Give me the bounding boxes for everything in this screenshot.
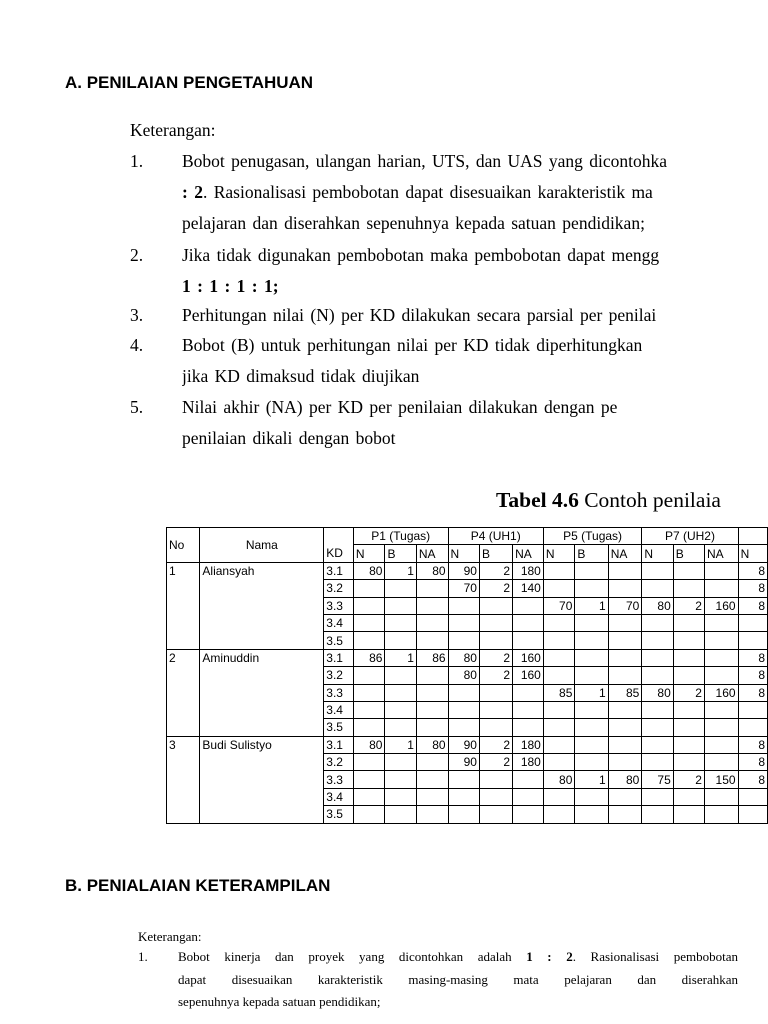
value-cell <box>479 684 512 701</box>
value-cell <box>448 719 479 736</box>
student-no: 2 <box>167 649 200 736</box>
value-cell <box>416 667 448 684</box>
text-line <box>178 946 738 969</box>
value-cell <box>575 719 608 736</box>
header-sub: B <box>575 545 608 562</box>
header-group: P4 (UH1) <box>448 528 543 545</box>
value-cell <box>673 614 704 631</box>
value-cell <box>479 788 512 805</box>
value-cell <box>353 684 385 701</box>
value-cell <box>608 736 642 753</box>
kd-cell: 3.2 <box>324 754 354 771</box>
value-cell <box>608 788 642 805</box>
text-run: jika KD dimaksud tidak diujikan <box>182 366 420 386</box>
value-cell <box>385 684 416 701</box>
value-cell: 80 <box>642 684 673 701</box>
value-cell <box>353 719 385 736</box>
value-cell: 180 <box>513 754 544 771</box>
value-cell <box>353 771 385 788</box>
header-sub: NA <box>513 545 544 562</box>
bold-text: : 2 <box>182 182 203 202</box>
value-cell <box>543 632 575 649</box>
value-cell-cut <box>738 788 767 805</box>
value-cell: 160 <box>704 684 738 701</box>
value-cell <box>416 580 448 597</box>
value-cell <box>543 580 575 597</box>
kd-cell: 3.5 <box>324 632 354 649</box>
value-cell <box>543 562 575 579</box>
value-cell-cut <box>738 806 767 823</box>
value-cell <box>479 771 512 788</box>
kd-cell: 3.1 <box>324 562 354 579</box>
text-line <box>178 969 738 992</box>
value-cell <box>479 701 512 718</box>
header-kd: KD <box>324 545 354 562</box>
student-no: 1 <box>167 562 200 649</box>
value-cell <box>385 788 416 805</box>
value-cell <box>543 614 575 631</box>
value-cell <box>673 719 704 736</box>
value-cell-cut <box>738 719 767 736</box>
value-cell-cut <box>738 614 767 631</box>
value-cell <box>448 788 479 805</box>
value-cell <box>385 597 416 614</box>
header-nama: Nama <box>200 528 324 563</box>
value-cell <box>642 719 673 736</box>
value-cell <box>543 754 575 771</box>
value-cell <box>513 719 544 736</box>
value-cell <box>513 684 544 701</box>
text-run: pelajaran dan diserahkan sepenuhnya kepada satuan pendidikan; <box>182 213 645 233</box>
value-cell: 80 <box>448 649 479 666</box>
value-cell <box>543 736 575 753</box>
header-sub: N <box>448 545 479 562</box>
value-cell <box>416 771 448 788</box>
kd-cell: 3.5 <box>324 806 354 823</box>
text-run: Perhitungan nilai (N) per KD dilakukan secara parsial per penilai <box>182 305 657 325</box>
table-title-number: Tabel 4.6 <box>496 488 579 512</box>
item-text <box>182 240 768 302</box>
value-cell <box>673 632 704 649</box>
value-cell <box>704 736 738 753</box>
kd-cell: 3.4 <box>324 614 354 631</box>
value-cell <box>608 806 642 823</box>
value-cell <box>416 719 448 736</box>
value-cell <box>673 754 704 771</box>
value-cell-cut: 8 <box>738 736 767 753</box>
value-cell <box>353 806 385 823</box>
text-line <box>182 330 768 361</box>
value-cell <box>575 667 608 684</box>
text-line <box>182 240 768 271</box>
value-cell: 1 <box>575 597 608 614</box>
value-cell <box>543 806 575 823</box>
header-sub: B <box>673 545 704 562</box>
value-cell <box>448 597 479 614</box>
text-run: Bobot (B) untuk perhitungan nilai per KD tidak diperhitungkan <box>182 335 643 355</box>
value-cell: 160 <box>513 649 544 666</box>
value-cell <box>353 754 385 771</box>
kd-cell: 3.2 <box>324 667 354 684</box>
value-cell <box>416 806 448 823</box>
value-cell: 80 <box>416 736 448 753</box>
table-row <box>167 562 768 579</box>
text-line <box>182 423 768 454</box>
value-cell <box>642 632 673 649</box>
value-cell <box>385 667 416 684</box>
value-cell <box>479 632 512 649</box>
kd-cell: 3.3 <box>324 771 354 788</box>
value-cell-cut <box>738 701 767 718</box>
value-cell <box>513 632 544 649</box>
header-sub: NA <box>608 545 642 562</box>
value-cell-cut <box>738 632 767 649</box>
value-cell-cut: 8 <box>738 562 767 579</box>
value-cell <box>513 701 544 718</box>
text-line <box>182 146 768 177</box>
value-cell <box>673 788 704 805</box>
value-cell-cut: 8 <box>738 684 767 701</box>
text-line <box>182 392 768 423</box>
header-no: No <box>167 528 200 563</box>
bold-text: 1 : 2 <box>526 949 573 964</box>
value-cell <box>416 701 448 718</box>
header-cut <box>738 528 767 545</box>
header-group: P7 (UH2) <box>642 528 738 545</box>
header-sub: N <box>642 545 673 562</box>
value-cell <box>479 614 512 631</box>
value-cell <box>673 580 704 597</box>
kd-cell: 3.5 <box>324 719 354 736</box>
kd-cell: 3.3 <box>324 597 354 614</box>
value-cell <box>608 701 642 718</box>
value-cell <box>673 806 704 823</box>
value-cell <box>479 806 512 823</box>
value-cell <box>543 788 575 805</box>
value-cell <box>575 806 608 823</box>
value-cell: 2 <box>479 562 512 579</box>
value-cell: 70 <box>543 597 575 614</box>
value-cell <box>704 614 738 631</box>
value-cell <box>704 701 738 718</box>
value-cell <box>448 771 479 788</box>
keterangan-label: Keterangan: <box>130 120 216 140</box>
item-text <box>182 300 768 331</box>
value-cell <box>353 632 385 649</box>
value-cell <box>479 597 512 614</box>
value-cell <box>642 788 673 805</box>
value-cell <box>353 597 385 614</box>
value-cell <box>385 719 416 736</box>
header-sub: N <box>738 545 767 562</box>
value-cell <box>448 614 479 631</box>
value-cell <box>543 719 575 736</box>
value-cell <box>513 597 544 614</box>
value-cell <box>416 597 448 614</box>
value-cell <box>385 771 416 788</box>
value-cell: 80 <box>353 562 385 579</box>
value-cell <box>416 632 448 649</box>
value-cell <box>575 580 608 597</box>
value-cell <box>513 788 544 805</box>
value-cell <box>353 701 385 718</box>
header-sub: NA <box>704 545 738 562</box>
item-text <box>182 146 768 239</box>
value-cell <box>673 736 704 753</box>
value-cell: 85 <box>608 684 642 701</box>
value-cell <box>642 754 673 771</box>
value-cell-cut: 8 <box>738 597 767 614</box>
kd-cell: 3.1 <box>324 736 354 753</box>
value-cell <box>673 649 704 666</box>
table-title <box>496 488 721 513</box>
value-cell <box>353 580 385 597</box>
value-cell <box>448 684 479 701</box>
header-sub: B <box>385 545 416 562</box>
value-cell <box>385 701 416 718</box>
value-cell: 2 <box>673 597 704 614</box>
table-row <box>167 649 768 666</box>
value-cell <box>704 562 738 579</box>
value-cell <box>642 649 673 666</box>
value-cell: 80 <box>543 771 575 788</box>
item-text <box>178 946 738 1014</box>
value-cell <box>608 562 642 579</box>
value-cell: 180 <box>513 562 544 579</box>
bold-text: 1 : 1 : 1 : 1; <box>182 276 279 296</box>
value-cell: 160 <box>513 667 544 684</box>
text-run: dapat disesuaikan karakteristik masing-masing mata pelajaran dan diserahkan <box>178 971 738 987</box>
header-sub: N <box>353 545 385 562</box>
value-cell: 140 <box>513 580 544 597</box>
kd-cell: 3.2 <box>324 580 354 597</box>
value-cell <box>353 614 385 631</box>
value-cell-cut: 8 <box>738 580 767 597</box>
value-cell <box>673 562 704 579</box>
value-cell <box>642 701 673 718</box>
value-cell: 2 <box>479 649 512 666</box>
value-cell: 70 <box>448 580 479 597</box>
value-cell <box>642 562 673 579</box>
value-cell <box>575 788 608 805</box>
header-group: P5 (Tugas) <box>543 528 641 545</box>
value-cell <box>575 754 608 771</box>
value-cell-cut: 8 <box>738 771 767 788</box>
value-cell <box>448 632 479 649</box>
value-cell-cut: 8 <box>738 649 767 666</box>
value-cell: 75 <box>642 771 673 788</box>
kd-cell: 3.3 <box>324 684 354 701</box>
value-cell: 2 <box>673 684 704 701</box>
value-cell <box>642 736 673 753</box>
item-number: 3. <box>130 305 144 325</box>
value-cell-cut: 8 <box>738 754 767 771</box>
value-cell: 80 <box>353 736 385 753</box>
text-run: . Rasionalisasi pembobotan dapat disesuaikan karakteristik ma <box>202 182 653 202</box>
value-cell: 2 <box>479 580 512 597</box>
text-run: . Rasionalisasi pembobotan <box>572 949 738 964</box>
student-no: 3 <box>167 736 200 823</box>
value-cell <box>704 719 738 736</box>
text-run: Nilai akhir (NA) per KD per penilaian dilakukan dengan pe <box>182 397 618 417</box>
item-number: 2. <box>130 245 144 265</box>
value-cell <box>642 580 673 597</box>
value-cell <box>385 580 416 597</box>
value-cell <box>385 614 416 631</box>
value-cell <box>608 614 642 631</box>
value-cell <box>704 667 738 684</box>
value-cell <box>416 614 448 631</box>
value-cell <box>543 667 575 684</box>
text-line <box>182 361 768 392</box>
kd-cell: 3.4 <box>324 788 354 805</box>
value-cell <box>385 754 416 771</box>
value-cell: 1 <box>385 562 416 579</box>
item-number: 1. <box>138 949 148 964</box>
value-cell <box>704 806 738 823</box>
value-cell: 85 <box>543 684 575 701</box>
item-text <box>182 392 768 454</box>
table-header-row <box>167 528 768 545</box>
value-cell <box>416 788 448 805</box>
value-cell <box>575 632 608 649</box>
value-cell: 90 <box>448 562 479 579</box>
value-cell <box>575 649 608 666</box>
text-run: Bobot penugasan, ulangan harian, UTS, dan UAS yang dicontohka <box>182 151 668 171</box>
value-cell: 2 <box>479 754 512 771</box>
grade-table-wrapper <box>166 527 768 840</box>
value-cell <box>575 736 608 753</box>
value-cell <box>513 806 544 823</box>
value-cell: 1 <box>385 736 416 753</box>
section-a-heading: A. PENILAIAN PENGETAHUAN <box>65 73 314 92</box>
value-cell: 1 <box>575 771 608 788</box>
value-cell <box>353 667 385 684</box>
value-cell <box>385 806 416 823</box>
value-cell: 2 <box>479 736 512 753</box>
value-cell: 2 <box>479 667 512 684</box>
value-cell <box>385 632 416 649</box>
value-cell <box>704 632 738 649</box>
value-cell: 1 <box>385 649 416 666</box>
value-cell <box>575 701 608 718</box>
value-cell <box>608 719 642 736</box>
student-name: Aminuddin <box>200 649 324 736</box>
value-cell <box>513 614 544 631</box>
header-sub: B <box>479 545 512 562</box>
value-cell <box>575 562 608 579</box>
value-cell <box>543 649 575 666</box>
table-title-text: Contoh penilaia <box>578 488 721 512</box>
value-cell: 180 <box>513 736 544 753</box>
keterangan-b-label: Keterangan: <box>138 929 202 944</box>
kd-cell: 3.1 <box>324 649 354 666</box>
value-cell: 80 <box>642 597 673 614</box>
value-cell: 1 <box>575 684 608 701</box>
value-cell: 80 <box>608 771 642 788</box>
header-sub: NA <box>416 545 448 562</box>
kd-cell: 3.4 <box>324 701 354 718</box>
text-run: Bobot kinerja dan proyek yang dicontohkan adalah <box>178 949 527 964</box>
text-run: sepenuhnya kepada satuan pendidikan; <box>178 994 381 1009</box>
text-line <box>178 991 738 1014</box>
value-cell: 70 <box>608 597 642 614</box>
text-run: penilaian dikali dengan bobot <box>182 428 396 448</box>
value-cell <box>704 788 738 805</box>
header-group: P1 (Tugas) <box>353 528 448 545</box>
grade-table <box>166 527 768 824</box>
value-cell <box>642 806 673 823</box>
value-cell <box>608 667 642 684</box>
value-cell: 160 <box>704 597 738 614</box>
value-cell <box>513 771 544 788</box>
text-line <box>182 300 768 331</box>
value-cell <box>416 754 448 771</box>
value-cell <box>642 614 673 631</box>
value-cell <box>416 684 448 701</box>
section-b-heading: B. PENIALAIAN KETERAMPILAN <box>65 876 331 895</box>
student-name: Aliansyah <box>200 562 324 649</box>
header-kd-top <box>324 528 354 545</box>
header-sub: N <box>543 545 575 562</box>
student-name: Budi Sulistyo <box>200 736 324 823</box>
value-cell <box>575 614 608 631</box>
value-cell <box>479 719 512 736</box>
value-cell <box>642 667 673 684</box>
text-line <box>182 208 768 239</box>
item-text <box>182 330 768 392</box>
value-cell <box>608 649 642 666</box>
text-run: Jika tidak digunakan pembobotan maka pembobotan dapat mengg <box>182 245 660 265</box>
value-cell <box>673 701 704 718</box>
value-cell: 90 <box>448 736 479 753</box>
text-line <box>182 177 768 208</box>
value-cell <box>704 580 738 597</box>
value-cell: 86 <box>416 649 448 666</box>
value-cell <box>353 788 385 805</box>
item-number: 4. <box>130 335 144 355</box>
value-cell: 86 <box>353 649 385 666</box>
item-number: 1. <box>130 151 144 171</box>
value-cell: 80 <box>416 562 448 579</box>
value-cell: 2 <box>673 771 704 788</box>
item-number: 5. <box>130 397 144 417</box>
value-cell <box>608 580 642 597</box>
value-cell <box>704 754 738 771</box>
value-cell <box>673 667 704 684</box>
value-cell <box>608 632 642 649</box>
value-cell: 80 <box>448 667 479 684</box>
value-cell <box>448 701 479 718</box>
value-cell: 150 <box>704 771 738 788</box>
value-cell-cut: 8 <box>738 667 767 684</box>
table-row <box>167 736 768 753</box>
value-cell <box>543 701 575 718</box>
value-cell <box>704 649 738 666</box>
value-cell <box>608 754 642 771</box>
value-cell <box>448 806 479 823</box>
value-cell: 90 <box>448 754 479 771</box>
text-line <box>182 271 768 302</box>
